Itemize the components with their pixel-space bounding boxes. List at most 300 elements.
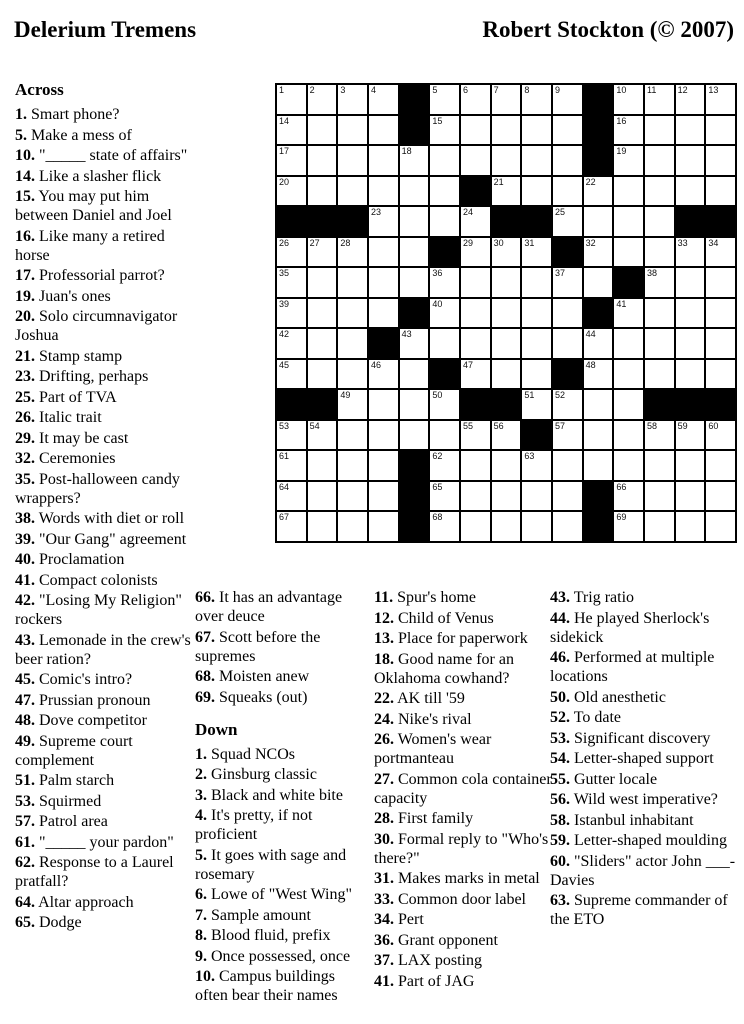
grid-cell[interactable] <box>338 360 367 389</box>
grid-cell[interactable] <box>553 512 582 541</box>
grid-cell[interactable] <box>461 85 490 114</box>
black-cell <box>584 85 613 114</box>
clue-text: Lowe of "West Wing" <box>207 886 353 903</box>
grid-cell[interactable] <box>277 451 306 480</box>
cell-number: 37 <box>554 268 565 279</box>
grid-cell[interactable] <box>645 299 674 328</box>
cell-number: 48 <box>585 359 596 370</box>
grid-cell[interactable] <box>400 329 429 358</box>
grid-cell[interactable] <box>706 451 735 480</box>
grid-cell[interactable] <box>553 329 582 358</box>
clue-down-53 <box>550 729 742 748</box>
grid-cell[interactable] <box>461 146 490 175</box>
grid-cell[interactable] <box>706 177 735 206</box>
clue-across-29 <box>15 429 203 448</box>
grid-cell[interactable] <box>706 85 735 114</box>
grid-cell[interactable] <box>553 85 582 114</box>
clue-across-53 <box>15 792 203 811</box>
grid-cell[interactable] <box>461 482 490 511</box>
grid-cell[interactable] <box>645 238 674 267</box>
clue-across-10 <box>15 146 203 165</box>
clue-number: 60. <box>550 852 570 870</box>
grid-cell[interactable] <box>492 482 521 511</box>
black-cell <box>277 390 306 419</box>
grid-cell[interactable] <box>553 299 582 328</box>
grid-cell[interactable] <box>308 451 337 480</box>
grid-cell[interactable] <box>522 146 551 175</box>
grid-cell[interactable] <box>430 329 459 358</box>
clue-number: 65. <box>15 914 35 931</box>
clue-text: Ginsburg classic <box>207 766 317 783</box>
clue-number: 53. <box>550 729 570 747</box>
grid-cell[interactable] <box>369 421 398 450</box>
grid-cell[interactable] <box>308 421 337 450</box>
clue-across-51 <box>15 771 203 790</box>
grid-cell[interactable] <box>522 329 551 358</box>
grid-cell[interactable] <box>430 299 459 328</box>
grid-cell[interactable] <box>400 268 429 297</box>
cell-number: 24 <box>462 207 473 218</box>
grid-cell[interactable] <box>645 421 674 450</box>
grid-cell[interactable] <box>553 482 582 511</box>
clue-across-65 <box>15 913 203 932</box>
grid-cell[interactable] <box>369 482 398 511</box>
grid-cell[interactable] <box>706 360 735 389</box>
clue-number: 50. <box>550 688 570 706</box>
grid-cell[interactable] <box>645 451 674 480</box>
clue-number: 31. <box>374 870 394 887</box>
grid-cell[interactable] <box>706 238 735 267</box>
clue-text: "_____ your pardon" <box>35 833 174 851</box>
grid-cell[interactable] <box>277 146 306 175</box>
grid-cell[interactable] <box>492 146 521 175</box>
grid-cell[interactable] <box>706 116 735 145</box>
clue-text: Performed at multiple locations <box>550 649 715 685</box>
cell-number: 62 <box>432 451 443 462</box>
grid-cell[interactable] <box>430 207 459 236</box>
cell-number: 13 <box>708 85 719 95</box>
grid-cell[interactable] <box>492 329 521 358</box>
cell-number: 45 <box>279 359 290 370</box>
grid-cell[interactable] <box>614 177 643 206</box>
grid-cell[interactable] <box>614 207 643 236</box>
clue-text: Supreme court complement <box>15 732 133 769</box>
grid-cell[interactable] <box>522 451 551 480</box>
clue-across-66 <box>195 588 361 626</box>
grid-cell[interactable] <box>277 85 306 114</box>
clue-text: Patrol area <box>35 813 108 830</box>
grid-cell[interactable] <box>492 451 521 480</box>
clue-text: LAX posting <box>394 952 482 969</box>
grid-cell[interactable] <box>553 390 582 419</box>
clue-across-49 <box>15 732 203 770</box>
clue-text: Place for paperwork <box>394 630 528 647</box>
grid-cell[interactable] <box>369 268 398 297</box>
cell-number: 26 <box>279 237 290 248</box>
cell-number: 35 <box>279 268 290 279</box>
grid-cell[interactable] <box>492 299 521 328</box>
clue-text: "_____ state of affairs" <box>35 147 188 164</box>
grid-cell[interactable] <box>706 299 735 328</box>
grid-cell[interactable] <box>277 329 306 358</box>
grid-cell[interactable] <box>522 238 551 267</box>
clue-number: 2. <box>195 766 207 783</box>
grid-cell[interactable] <box>430 421 459 450</box>
cell-number: 54 <box>309 420 320 431</box>
clue-text: Significant discovery <box>570 729 711 747</box>
grid-cell[interactable] <box>338 85 367 114</box>
grid-cell[interactable] <box>369 85 398 114</box>
grid-cell[interactable] <box>369 390 398 419</box>
grid-cell[interactable] <box>430 85 459 114</box>
grid-cell[interactable] <box>553 268 582 297</box>
clue-number: 36. <box>374 931 394 949</box>
grid-cell[interactable] <box>369 299 398 328</box>
clue-down-6 <box>195 885 361 904</box>
clue-down-37 <box>374 951 554 970</box>
grid-cell[interactable] <box>492 268 521 297</box>
clue-text: Palm starch <box>35 772 115 789</box>
grid-cell[interactable] <box>400 238 429 267</box>
grid-cell[interactable] <box>338 329 367 358</box>
grid-cell[interactable] <box>584 451 613 480</box>
grid-cell[interactable] <box>645 177 674 206</box>
grid-cell[interactable] <box>614 360 643 389</box>
cell-number: 38 <box>646 268 657 279</box>
clue-number: 30. <box>374 830 394 848</box>
grid-cell[interactable] <box>584 329 613 358</box>
clue-across-21 <box>15 347 203 366</box>
clue-across-16 <box>15 227 203 265</box>
grid-cell[interactable] <box>614 85 643 114</box>
grid-cell[interactable] <box>430 390 459 419</box>
black-cell <box>522 421 551 450</box>
grid-cell[interactable] <box>522 177 551 206</box>
grid-cell[interactable] <box>676 268 705 297</box>
grid-cell[interactable] <box>369 207 398 236</box>
grid-cell[interactable] <box>645 116 674 145</box>
grid-cell[interactable] <box>676 177 705 206</box>
grid-cell[interactable] <box>584 421 613 450</box>
grid-cell[interactable] <box>338 299 367 328</box>
grid-cell[interactable] <box>400 207 429 236</box>
grid-cell[interactable] <box>461 268 490 297</box>
grid-cell[interactable] <box>676 360 705 389</box>
grid-cell[interactable] <box>553 146 582 175</box>
grid-cell[interactable] <box>308 177 337 206</box>
grid-cell[interactable] <box>461 360 490 389</box>
grid-cell[interactable] <box>614 512 643 541</box>
clue-down-13 <box>374 629 554 648</box>
grid-cell[interactable] <box>492 177 521 206</box>
grid-cell[interactable] <box>461 329 490 358</box>
grid-cell[interactable] <box>553 177 582 206</box>
cell-number: 7 <box>493 85 499 95</box>
grid-cell[interactable] <box>492 238 521 267</box>
grid-cell[interactable] <box>522 299 551 328</box>
grid-cell[interactable] <box>584 390 613 419</box>
grid-cell[interactable] <box>706 482 735 511</box>
grid-cell[interactable] <box>706 421 735 450</box>
crossword-grid[interactable] <box>275 83 737 543</box>
clue-text: It has an advantage over deuce <box>195 589 343 625</box>
grid-cell[interactable] <box>676 85 705 114</box>
clue-text: Comic's intro? <box>35 671 133 688</box>
grid-cell[interactable] <box>492 512 521 541</box>
grid-cell[interactable] <box>308 116 337 145</box>
grid-cell[interactable] <box>277 360 306 389</box>
grid-cell[interactable] <box>461 421 490 450</box>
grid-cell[interactable] <box>614 238 643 267</box>
grid-cell[interactable] <box>400 146 429 175</box>
grid-cell[interactable] <box>492 360 521 389</box>
black-cell <box>584 299 613 328</box>
grid-cell[interactable] <box>645 85 674 114</box>
clue-across-64 <box>15 893 203 912</box>
grid-cell[interactable] <box>676 146 705 175</box>
clue-number: 53. <box>15 792 35 810</box>
clue-text: Proclamation <box>35 551 125 568</box>
clue-text: Gutter locale <box>570 770 658 788</box>
clue-down-55 <box>550 770 742 789</box>
grid-cell[interactable] <box>338 116 367 145</box>
cell-number: 2 <box>309 85 315 95</box>
clue-column-down-1 <box>374 588 554 992</box>
grid-cell[interactable] <box>308 238 337 267</box>
grid-cell[interactable] <box>369 146 398 175</box>
grid-cell[interactable] <box>430 116 459 145</box>
clue-down-27 <box>374 770 554 808</box>
grid-cell[interactable] <box>461 451 490 480</box>
cell-number: 69 <box>616 512 627 523</box>
grid-cell[interactable] <box>308 482 337 511</box>
grid-cell[interactable] <box>461 299 490 328</box>
grid-cell[interactable] <box>706 146 735 175</box>
grid-cell[interactable] <box>522 390 551 419</box>
grid-cell[interactable] <box>584 207 613 236</box>
clue-number: 57. <box>15 813 35 830</box>
grid-cell[interactable] <box>461 512 490 541</box>
grid-cell[interactable] <box>645 268 674 297</box>
grid-cell[interactable] <box>308 268 337 297</box>
grid-cell[interactable] <box>614 116 643 145</box>
grid-cell[interactable] <box>400 360 429 389</box>
clue-number: 18. <box>374 650 394 668</box>
grid-cell[interactable] <box>706 268 735 297</box>
clue-text: Compact colonists <box>35 571 158 589</box>
grid-cell[interactable] <box>369 116 398 145</box>
grid-cell[interactable] <box>645 207 674 236</box>
clue-text: Sample amount <box>207 906 311 924</box>
clue-number: 67. <box>195 628 215 646</box>
grid-cell[interactable] <box>308 146 337 175</box>
cell-number: 55 <box>462 420 473 431</box>
black-cell <box>430 360 459 389</box>
clue-number: 61. <box>15 833 35 851</box>
grid-cell[interactable] <box>369 238 398 267</box>
black-cell <box>400 451 429 480</box>
grid-cell[interactable] <box>706 512 735 541</box>
grid-cell[interactable] <box>645 512 674 541</box>
cell-number: 44 <box>585 329 596 340</box>
black-cell <box>584 482 613 511</box>
clue-down-59 <box>550 831 742 850</box>
grid-cell[interactable] <box>614 299 643 328</box>
clue-text: Part of TVA <box>35 388 117 406</box>
grid-cell[interactable] <box>645 329 674 358</box>
grid-cell[interactable] <box>676 299 705 328</box>
grid-cell[interactable] <box>430 268 459 297</box>
clue-text: Wild west imperative? <box>570 791 718 808</box>
grid-cell[interactable] <box>676 512 705 541</box>
grid-cell[interactable] <box>277 268 306 297</box>
grid-cell[interactable] <box>645 360 674 389</box>
grid-cell[interactable] <box>553 421 582 450</box>
grid-cell[interactable] <box>522 512 551 541</box>
clue-text: Squad NCOs <box>207 745 296 763</box>
clue-number: 17. <box>15 267 35 284</box>
clue-text: Pert <box>394 911 424 928</box>
grid-cell[interactable] <box>614 421 643 450</box>
grid-cell[interactable] <box>430 146 459 175</box>
clue-text: "Losing My Religion" rockers <box>15 592 182 628</box>
grid-cell[interactable] <box>676 329 705 358</box>
grid-cell[interactable] <box>461 238 490 267</box>
grid-cell[interactable] <box>676 238 705 267</box>
grid-cell[interactable] <box>553 451 582 480</box>
grid-cell[interactable] <box>338 512 367 541</box>
cell-number: 27 <box>309 237 320 248</box>
grid-cell[interactable] <box>522 360 551 389</box>
cell-number: 15 <box>432 115 443 126</box>
grid-cell[interactable] <box>614 482 643 511</box>
grid-cell[interactable] <box>308 85 337 114</box>
grid-cell[interactable] <box>522 482 551 511</box>
clue-text: Makes marks in metal <box>394 870 540 887</box>
grid-cell[interactable] <box>461 116 490 145</box>
clue-across-40 <box>15 550 203 569</box>
grid-cell[interactable] <box>369 360 398 389</box>
grid-cell[interactable] <box>277 299 306 328</box>
clue-across-57 <box>15 812 203 831</box>
grid-cell[interactable] <box>614 146 643 175</box>
grid-cell[interactable] <box>308 329 337 358</box>
grid-cell[interactable] <box>492 421 521 450</box>
grid-cell[interactable] <box>614 329 643 358</box>
grid-cell[interactable] <box>277 482 306 511</box>
grid-cell[interactable] <box>369 177 398 206</box>
grid-cell[interactable] <box>676 421 705 450</box>
grid-cell[interactable] <box>338 268 367 297</box>
black-cell <box>614 268 643 297</box>
grid-cell[interactable] <box>584 360 613 389</box>
grid-cell[interactable] <box>338 451 367 480</box>
grid-cell[interactable] <box>400 177 429 206</box>
clue-number: 42. <box>15 592 35 609</box>
cell-number: 57 <box>554 420 565 431</box>
clue-number: 11. <box>374 589 394 606</box>
grid-cell[interactable] <box>369 451 398 480</box>
grid-cell[interactable] <box>522 85 551 114</box>
grid-cell[interactable] <box>338 390 367 419</box>
grid-cell[interactable] <box>676 482 705 511</box>
grid-cell[interactable] <box>461 207 490 236</box>
clue-number: 5. <box>15 126 27 144</box>
grid-cell[interactable] <box>277 116 306 145</box>
clue-text: Supreme commander of the ETO <box>550 892 728 928</box>
grid-cell[interactable] <box>553 207 582 236</box>
grid-cell[interactable] <box>645 146 674 175</box>
grid-cell[interactable] <box>676 451 705 480</box>
clue-text: Response to a Laurel pratfall? <box>15 854 174 890</box>
cell-number: 68 <box>432 512 443 523</box>
grid-cell[interactable] <box>277 512 306 541</box>
clue-text: It may be cast <box>35 429 129 447</box>
grid-cell[interactable] <box>706 329 735 358</box>
clue-number: 1. <box>195 745 207 763</box>
grid-cell[interactable] <box>277 421 306 450</box>
grid-cell[interactable] <box>676 116 705 145</box>
grid-cell[interactable] <box>308 360 337 389</box>
clue-number: 19. <box>15 287 35 305</box>
grid-cell[interactable] <box>430 451 459 480</box>
clue-number: 28. <box>374 810 394 827</box>
grid-cell[interactable] <box>277 238 306 267</box>
grid-cell[interactable] <box>308 299 337 328</box>
clue-number: 44. <box>550 609 570 627</box>
clue-number: 8. <box>195 927 207 944</box>
grid-cell[interactable] <box>522 268 551 297</box>
grid-cell[interactable] <box>308 512 337 541</box>
clue-number: 27. <box>374 770 394 788</box>
clue-number: 40. <box>15 551 35 568</box>
grid-cell[interactable] <box>584 177 613 206</box>
grid-cell[interactable] <box>430 177 459 206</box>
grid-cell[interactable] <box>430 512 459 541</box>
grid-cell[interactable] <box>338 482 367 511</box>
clue-number: 69. <box>195 688 215 706</box>
grid-cell[interactable] <box>400 421 429 450</box>
clue-number: 49. <box>15 732 35 750</box>
grid-cell[interactable] <box>553 116 582 145</box>
clue-text: Solo circumnavigator Joshua <box>15 308 178 344</box>
grid-cell[interactable] <box>614 390 643 419</box>
clue-number: 6. <box>195 886 207 903</box>
black-cell <box>584 512 613 541</box>
clue-column-mixed <box>195 588 361 1007</box>
grid-cell[interactable] <box>522 116 551 145</box>
grid-cell[interactable] <box>338 238 367 267</box>
grid-cell[interactable] <box>338 421 367 450</box>
grid-cell[interactable] <box>369 512 398 541</box>
grid-cell[interactable] <box>492 85 521 114</box>
clue-number: 4. <box>195 807 207 824</box>
grid-cell[interactable] <box>338 177 367 206</box>
clue-number: 22. <box>374 690 394 707</box>
grid-cell[interactable] <box>584 238 613 267</box>
cell-number: 6 <box>462 85 468 95</box>
clue-down-3 <box>195 786 361 805</box>
grid-cell[interactable] <box>492 116 521 145</box>
grid-cell[interactable] <box>614 451 643 480</box>
grid-cell[interactable] <box>645 482 674 511</box>
cell-number: 56 <box>493 420 504 431</box>
grid-cell[interactable] <box>430 482 459 511</box>
grid-cell[interactable] <box>584 268 613 297</box>
grid-cell[interactable] <box>400 390 429 419</box>
grid-cell[interactable] <box>338 146 367 175</box>
grid-cell[interactable] <box>277 177 306 206</box>
